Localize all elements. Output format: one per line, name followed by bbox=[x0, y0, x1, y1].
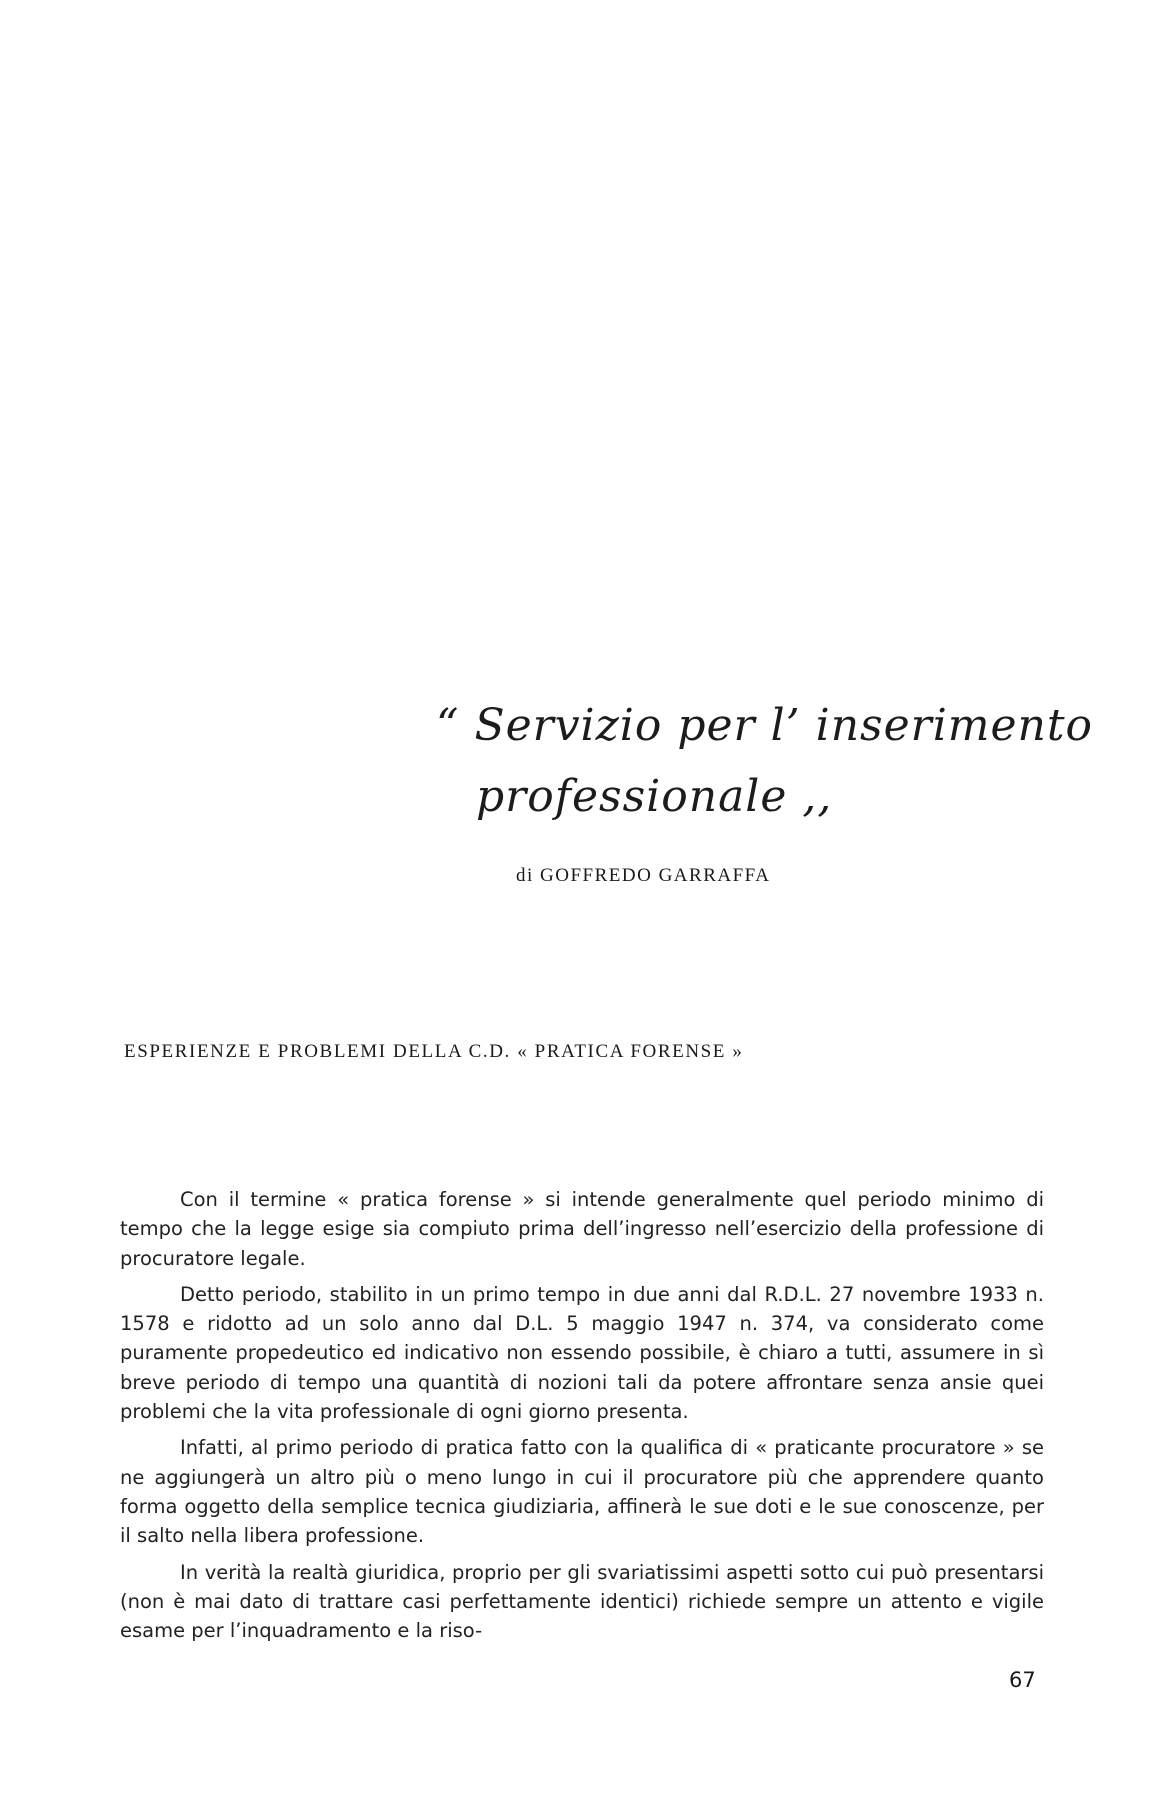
paragraph: Detto periodo, stabilito in un primo tempo in due anni dal R.D.L. 27 novembre 1933 n. 1578 e ridotto ad un solo anno dal D.L. 5 maggio 1947 n. 374, va considerato come puramente propedeutico ed indicativo non essendo possibile, è chiaro a tutti, assumere in sì breve periodo di tempo una quantità di nozioni tali da potere affrontare senza ansie quei problemi che la vita professionale di ogni giorno presenta. bbox=[120, 1282, 1044, 1424]
page-number: 67 bbox=[1009, 1668, 1036, 1692]
article-body bbox=[120, 1185, 1044, 1652]
paragraph: Infatti, al primo periodo di pratica fatto con la qualifica di « praticante procuratore » se ne aggiungerà un altro più o meno lungo in cui il procuratore più che apprendere quanto forma oggetto della semplice tecnica giudiziaria, affinerà le sue doti e le sue conoscenze, per il salto nella libera professione. bbox=[120, 1436, 1044, 1548]
section-heading: ESPERIENZE E PROBLEMI DELLA C.D. « PRATICA FORENSE » bbox=[124, 1041, 744, 1062]
author-byline: di GOFFREDO GARRAFFA bbox=[516, 865, 771, 886]
article-title-line-1: “ Servizio per l’ inserimento bbox=[436, 700, 1094, 751]
paragraph: In verità la realtà giuridica, proprio per gli svariatissimi aspetti sotto cui può presentarsi (non è mai dato di trattare casi perfettamente identici) richiede sempre un attento e vigile esame per l’inquadramento e la riso- bbox=[120, 1560, 1044, 1643]
paragraph: Con il termine « pratica forense » si intende generalmente quel periodo minimo di tempo che la legge esige sia compiuto prima dell’ingresso nell’esercizio della professione di procuratore legale. bbox=[120, 1188, 1044, 1270]
article-title-line-2: professionale ,, bbox=[476, 771, 833, 822]
